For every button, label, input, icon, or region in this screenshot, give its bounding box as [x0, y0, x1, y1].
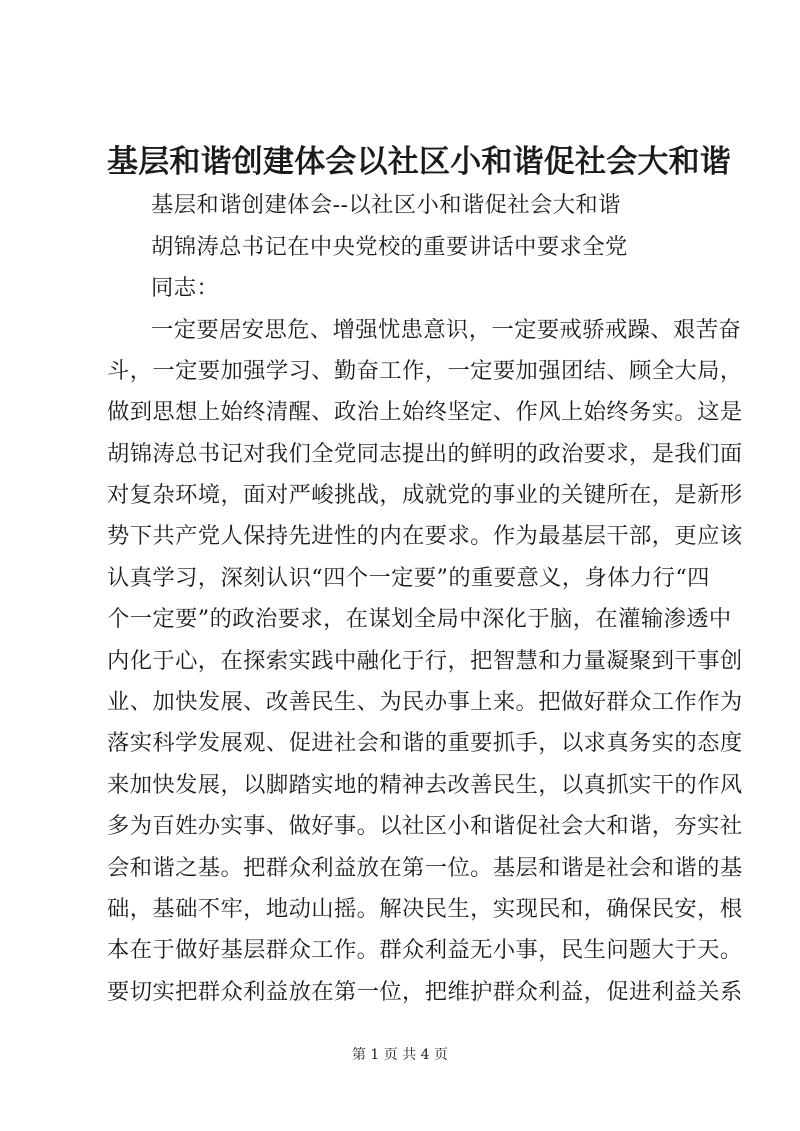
document-title: 基层和谐创建体会以社区小和谐促社会大和谐 [107, 144, 731, 180]
body-line: 业、加快发展、改善民生、为民办事上来。把做好群众工作作为 [107, 689, 743, 715]
page-number-footer: 第 1 页 共 4 页 [351, 1047, 449, 1063]
body-line: 来加快发展，以脚踏实地的精神去改善民生，以真抓实干的作风 [107, 772, 743, 798]
body-line: 胡锦涛总书记对我们全党同志提出的鲜明的政治要求，是我们面 [107, 441, 743, 467]
body-line: 斗，一定要加强学习、勤奋工作，一定要加强团结、顾全大局， [107, 358, 743, 384]
body-line: 内化于心，在探索实践中融化于行，把智慧和力量凝聚到干事创 [107, 648, 743, 674]
body-line: 对复杂环境，面对严峻挑战，成就党的事业的关键所在，是新形 [107, 482, 743, 508]
body-line: 做到思想上始终清醒、政治上始终坚定、作风上始终务实。这是 [107, 399, 743, 425]
body-line: 落实科学发展观、促进社会和谐的重要抓手，以求真务实的态度 [107, 730, 743, 756]
body-line: 会和谐之基。把群众利益放在第一位。基层和谐是社会和谐的基 [107, 855, 743, 881]
body-line: 个一定要”的政治要求，在谋划全局中深化于脑，在灌输渗透中 [107, 606, 732, 632]
body-line: 本在于做好基层群众工作。群众利益无小事，民生问题大于天。 [107, 937, 743, 963]
subtitle-line: 基层和谐创建体会--以社区小和谐促社会大和谐 [151, 192, 621, 218]
body-line: 胡锦涛总书记在中央党校的重要讲话中要求全党 [151, 234, 628, 260]
body-line: 一定要居安思危、增强忧患意识，一定要戒骄戒躁、艰苦奋 [151, 317, 742, 343]
body-line: 同志： [151, 275, 220, 301]
body-line: 认真学习，深刻认识“四个一定要”的重要意义，身体力行“四 [107, 565, 710, 591]
body-line: 势下共产党人保持先进性的内在要求。作为最基层干部，更应该 [107, 523, 743, 549]
body-line: 多为百姓办实事、做好事。以社区小和谐促社会大和谐，夯实社 [107, 813, 743, 839]
body-line: 要切实把群众利益放在第一位，把维护群众利益，促进利益关系 [107, 979, 743, 1005]
body-line: 础，基础不牢，地动山摇。解决民生，实现民和，确保民安，根 [107, 896, 743, 922]
